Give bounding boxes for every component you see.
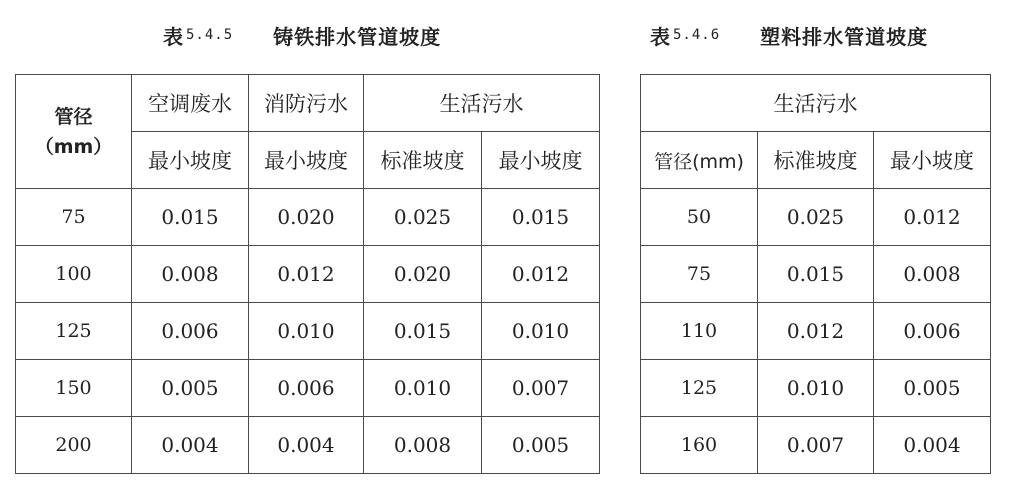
ac-min-slope-header: 最小坡度 bbox=[132, 132, 249, 189]
domestic-min-slope-cell: 0.005 bbox=[482, 417, 600, 474]
caption-title: 铸铁排水管道坡度 bbox=[273, 24, 442, 49]
fire-waste-header: 消防污水 bbox=[249, 75, 364, 132]
domestic-min-slope-cell: 0.012 bbox=[482, 246, 600, 303]
pipe-diameter-cell: 110 bbox=[641, 303, 758, 360]
pipe-diameter-cell: 75 bbox=[641, 246, 758, 303]
table-row bbox=[641, 189, 991, 246]
header-row-1 bbox=[16, 75, 600, 132]
domestic-std-slope-cell: 0.015 bbox=[364, 303, 482, 360]
caption-table-5-4-5 bbox=[163, 18, 441, 52]
header-row-2 bbox=[641, 132, 991, 189]
caption-number: 5.4.6 bbox=[673, 27, 721, 43]
pipe-diameter-cell: 50 bbox=[641, 189, 758, 246]
cast-iron-slope-table bbox=[15, 74, 600, 474]
fire-min-slope-cell: 0.004 bbox=[249, 417, 364, 474]
domestic-min-slope-cell: 0.015 bbox=[482, 189, 600, 246]
table-row bbox=[641, 303, 991, 360]
domestic-std-slope-cell: 0.010 bbox=[364, 360, 482, 417]
pipe-diameter-unit: （mm） bbox=[34, 135, 113, 158]
table-row bbox=[16, 417, 600, 474]
ac-waste-header: 空调废水 bbox=[132, 75, 249, 132]
table-row bbox=[641, 360, 991, 417]
pipe-diameter-cell: 75 bbox=[16, 189, 132, 246]
min-slope-cell: 0.012 bbox=[874, 189, 991, 246]
min-slope-cell: 0.005 bbox=[874, 360, 991, 417]
caption-title: 塑料排水管道坡度 bbox=[760, 24, 929, 49]
ac-min-slope-cell: 0.004 bbox=[132, 417, 249, 474]
min-slope-cell: 0.006 bbox=[874, 303, 991, 360]
caption-prefix: 表 bbox=[650, 24, 671, 49]
domestic-min-slope-cell: 0.007 bbox=[482, 360, 600, 417]
caption-number: 5.4.5 bbox=[186, 27, 234, 43]
pipe-diameter-header: 管径(mm) bbox=[641, 132, 758, 189]
std-slope-cell: 0.025 bbox=[758, 189, 874, 246]
ac-min-slope-cell: 0.015 bbox=[132, 189, 249, 246]
ac-min-slope-cell: 0.006 bbox=[132, 303, 249, 360]
fire-min-slope-cell: 0.006 bbox=[249, 360, 364, 417]
domestic-sewage-header: 生活污水 bbox=[364, 75, 600, 132]
min-slope-cell: 0.004 bbox=[874, 417, 991, 474]
caption-table-5-4-6 bbox=[650, 18, 928, 52]
domestic-std-slope-cell: 0.020 bbox=[364, 246, 482, 303]
domestic-min-slope-header: 最小坡度 bbox=[482, 132, 600, 189]
table-row bbox=[16, 360, 600, 417]
table-row bbox=[641, 417, 991, 474]
pipe-diameter-cell: 160 bbox=[641, 417, 758, 474]
std-slope-cell: 0.012 bbox=[758, 303, 874, 360]
domestic-std-slope-header: 标准坡度 bbox=[364, 132, 482, 189]
caption-prefix: 表 bbox=[163, 24, 184, 49]
std-slope-cell: 0.010 bbox=[758, 360, 874, 417]
ac-min-slope-cell: 0.005 bbox=[132, 360, 249, 417]
pipe-diameter-header bbox=[16, 75, 132, 189]
table-row bbox=[641, 246, 991, 303]
min-slope-header: 最小坡度 bbox=[874, 132, 991, 189]
domestic-min-slope-cell: 0.010 bbox=[482, 303, 600, 360]
header-row-1 bbox=[641, 75, 991, 132]
domestic-std-slope-cell: 0.025 bbox=[364, 189, 482, 246]
pipe-diameter-cell: 150 bbox=[16, 360, 132, 417]
domestic-sewage-header: 生活污水 bbox=[641, 75, 991, 132]
std-slope-cell: 0.007 bbox=[758, 417, 874, 474]
plastic-slope-table bbox=[640, 74, 991, 474]
fire-min-slope-cell: 0.010 bbox=[249, 303, 364, 360]
fire-min-slope-cell: 0.012 bbox=[249, 246, 364, 303]
min-slope-cell: 0.008 bbox=[874, 246, 991, 303]
std-slope-cell: 0.015 bbox=[758, 246, 874, 303]
pipe-diameter-cell: 100 bbox=[16, 246, 132, 303]
pipe-diameter-cell: 125 bbox=[16, 303, 132, 360]
fire-min-slope-cell: 0.020 bbox=[249, 189, 364, 246]
table-row bbox=[16, 303, 600, 360]
pipe-diameter-cell: 125 bbox=[641, 360, 758, 417]
domestic-std-slope-cell: 0.008 bbox=[364, 417, 482, 474]
ac-min-slope-cell: 0.008 bbox=[132, 246, 249, 303]
table-row bbox=[16, 189, 600, 246]
std-slope-header: 标准坡度 bbox=[758, 132, 874, 189]
pipe-diameter-label: 管径 bbox=[54, 105, 93, 128]
pipe-diameter-cell: 200 bbox=[16, 417, 132, 474]
fire-min-slope-header: 最小坡度 bbox=[249, 132, 364, 189]
table-row bbox=[16, 246, 600, 303]
